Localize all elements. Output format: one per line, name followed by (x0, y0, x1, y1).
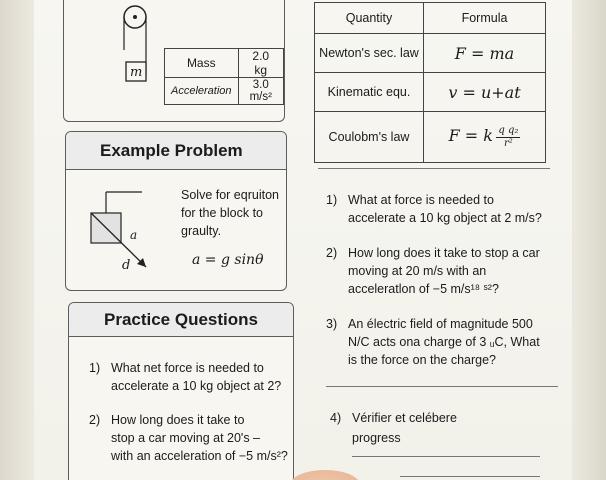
question-line: What net force is needed to (111, 361, 264, 375)
answer-line (326, 386, 558, 387)
formula-text: F = ma (454, 43, 515, 63)
pulley-box (63, 0, 285, 122)
example-text-line: Solve for eqruiton (181, 188, 279, 202)
question-line: moving at 20 m/s with an (348, 264, 487, 278)
coulomb-formula-main: F = k (448, 125, 493, 145)
formula-cell (424, 73, 546, 112)
table-row (315, 73, 546, 112)
question-line: acceleratlon of −5 m/s¹⁸ ˢ²? (348, 282, 499, 296)
question-number: 2) (326, 246, 338, 260)
coulomb-fraction (496, 125, 520, 150)
formula-cell (424, 34, 546, 73)
pulley-axle-icon (133, 15, 137, 19)
question-line: Vérifier et celébere (352, 411, 457, 425)
example-problem-box (65, 131, 287, 291)
question-line: stop a car moving at 20's – (111, 431, 260, 445)
acceleration-label-cell: Acceleration (165, 78, 239, 105)
coulomb-numerator: q q₂ (498, 124, 519, 136)
question-line: accelerate a 10 kg object at 2? (111, 379, 282, 393)
table-row (165, 78, 284, 105)
question-line: An électric field of magnitude 500 (348, 317, 533, 331)
question-line: accelerate a 10 kg object at 2 m/s? (348, 211, 542, 225)
quantity-header: Quantity (315, 3, 424, 34)
angle-label: a (130, 228, 138, 242)
table-row (315, 34, 546, 73)
acceleration-value-cell: 3.0 m/s² (238, 78, 283, 105)
formula-text: v = u+at (448, 82, 521, 102)
practice-questions-box (68, 302, 294, 480)
table-row (165, 49, 284, 78)
quantity-cell: Kinematic equ. (315, 73, 424, 112)
finger-shadow (290, 470, 360, 480)
question-number: 4) (330, 411, 342, 425)
coulomb-denominator: r² (504, 137, 513, 149)
question-line: How long does it take to stop a car (348, 246, 540, 260)
formula-table (314, 2, 546, 163)
answer-line (352, 456, 540, 457)
example-text-line: for the block to (181, 206, 263, 220)
question-line: with an acceleration of −5 m/s²? (111, 449, 288, 463)
background-right-edge (572, 0, 606, 480)
example-equation: a = g sinθ (192, 252, 264, 268)
question-number: 1) (326, 193, 338, 207)
formula-header: Formula (424, 3, 546, 34)
distance-label: d (122, 258, 131, 273)
mass-table (164, 48, 284, 105)
question-line: N/C acts ona charge of 3 ᵤC, What (348, 335, 540, 349)
mass-label-cell: Mass (165, 49, 239, 78)
question-line: What at force is needed to (348, 193, 494, 207)
question-line: is the force on the charge? (348, 353, 497, 367)
question-line: progress (352, 431, 401, 445)
table-header-row (315, 3, 546, 34)
quantity-cell: Coulobm's law (315, 112, 424, 163)
mass-label: m (130, 65, 143, 80)
example-text-line: graulty. (181, 224, 222, 238)
practice-questions-title: Practice Questions (69, 303, 293, 337)
question-line: How long does it take to (111, 413, 245, 427)
question-number: 1) (89, 361, 101, 375)
example-problem-title: Example Problem (66, 132, 286, 170)
quantity-cell: Newton's sec. law (315, 34, 424, 73)
question-number: 2) (89, 413, 101, 427)
formula-cell (424, 112, 546, 163)
answer-line (400, 476, 540, 477)
divider-line (318, 168, 550, 169)
background-left-edge (0, 0, 34, 480)
table-row (315, 112, 546, 163)
question-number: 3) (326, 317, 338, 331)
mass-value-cell: 2.0 kg (238, 49, 283, 78)
